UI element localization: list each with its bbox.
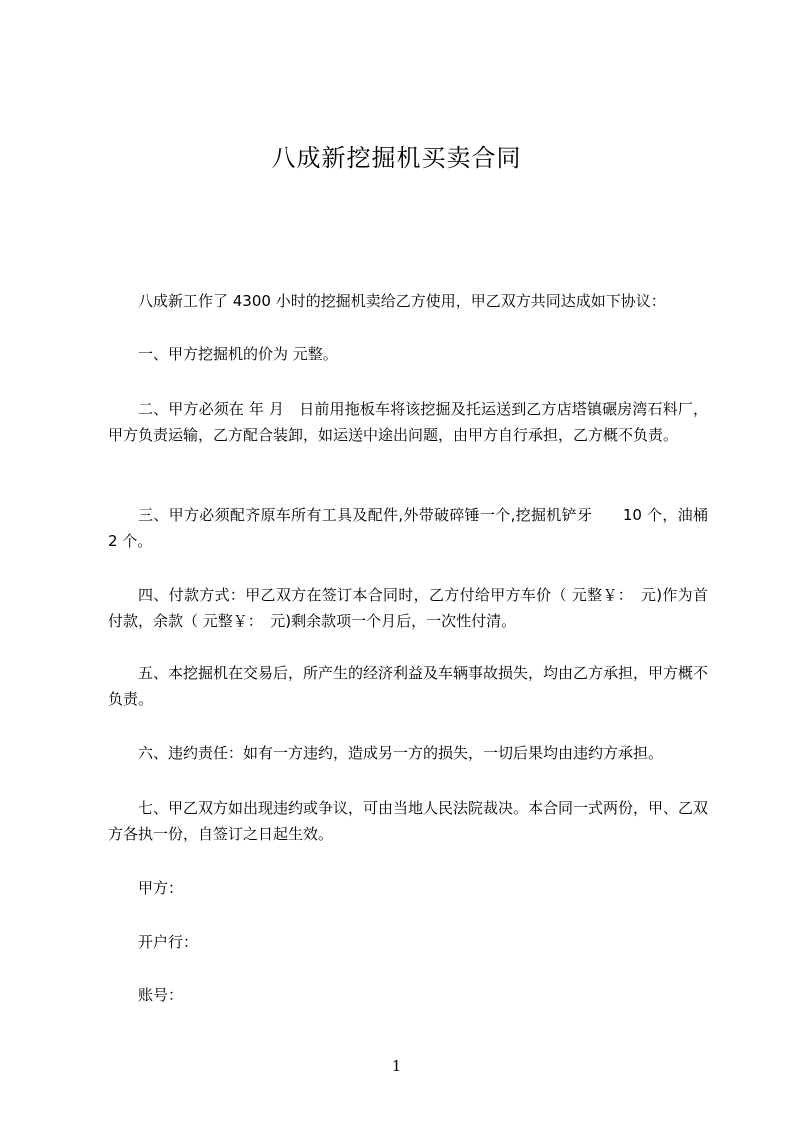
intro-paragraph: 八成新工作了 4300 小时的挖掘机卖给乙方使用，甲乙双方共同达成如下协议： bbox=[138, 292, 666, 310]
clause-4: 四、付款方式：甲乙双方在签订本合同时，乙方付给甲方车价（ 元整￥： 元)作为首付款，余款（ 元整￥： 元)剩余款项一个月后，一次性付清。 bbox=[108, 586, 708, 630]
clause-5: 五、本挖掘机在交易后，所产生的经济利益及车辆事故损失，均由乙方承担，甲方概不负责。 bbox=[108, 664, 709, 708]
clause-2: 二、甲方必须在 年 月 日前用拖板车将该挖掘及托运送到乙方店塔镇碾房湾石料厂，甲方负责运输，乙方配合装卸，如运送中途出问题，由甲方自行承担，乙方概不负责。 bbox=[108, 400, 708, 444]
signature-account: 账号： bbox=[138, 986, 184, 1004]
signature-bank: 开户行： bbox=[138, 933, 199, 951]
clause-1: 一、甲方挖掘机的价为 元整。 bbox=[138, 345, 338, 363]
page-number: 1 bbox=[391, 1057, 402, 1075]
clause-7: 七、甲乙双方如出现违约或争议，可由当地人民法院裁决。本合同一式两份，甲、乙双方各执一份，自签订之日起生效。 bbox=[108, 799, 709, 843]
clause-6: 六、违约责任：如有一方违约，造成另一方的损失，一切后果均由违约方承担。 bbox=[138, 744, 664, 762]
document-title: 八成新挖掘机买卖合同 bbox=[271, 144, 522, 172]
clause-3: 三、甲方必须配齐原车所有工具及配件,外带破碎锤一个,挖掘机铲牙 10 个，油桶 2 个。 bbox=[108, 506, 708, 550]
signature-party-a: 甲方： bbox=[138, 879, 184, 897]
